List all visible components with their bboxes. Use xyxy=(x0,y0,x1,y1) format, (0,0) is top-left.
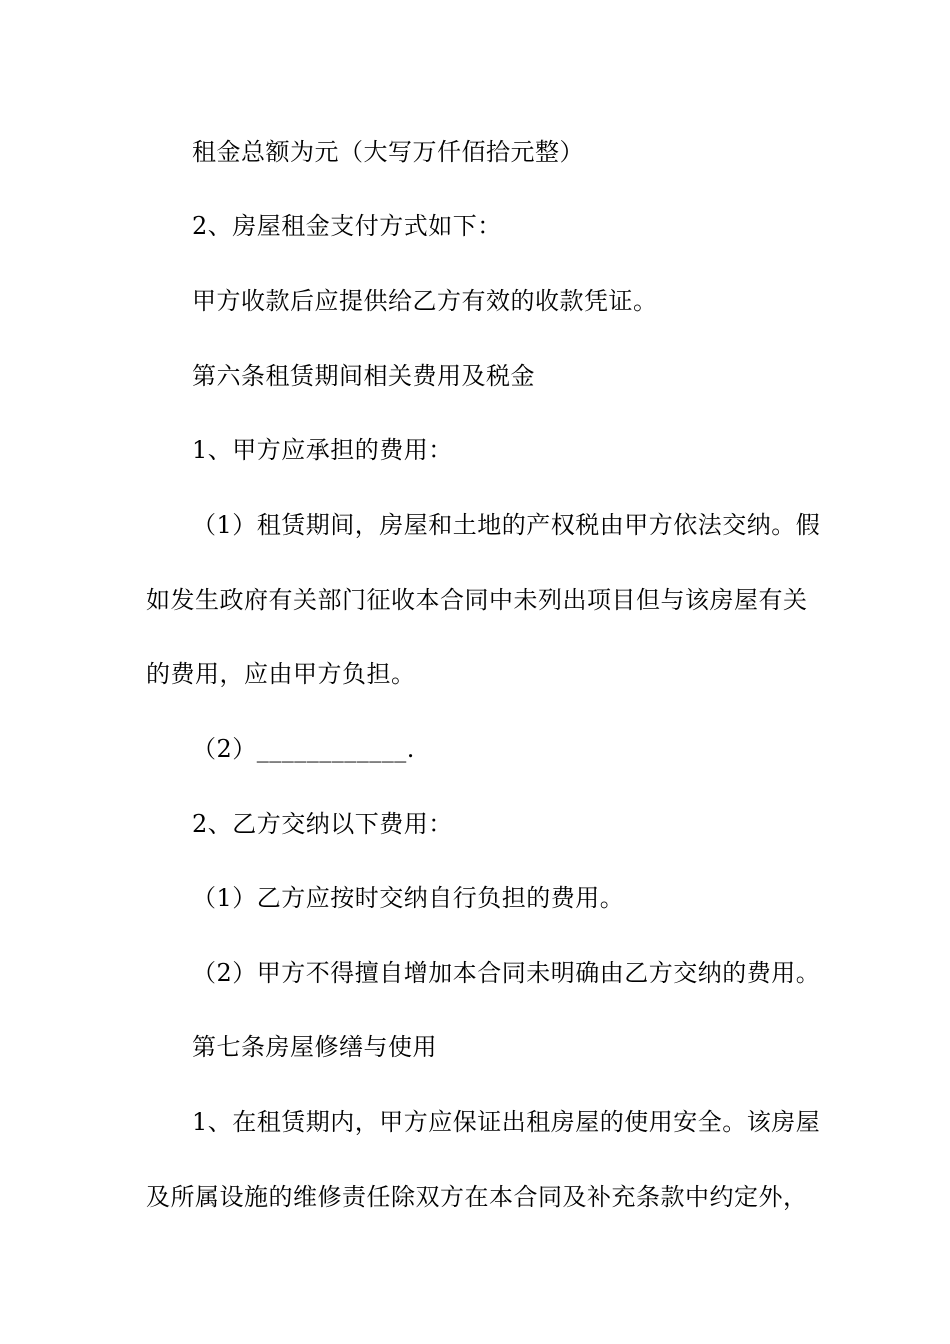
paragraph-repair-line-1: 1、在租赁期内，甲方应保证出租房屋的使用安全。该房屋 xyxy=(192,1108,821,1136)
paragraph-payment-method: 2、房屋租金支付方式如下： xyxy=(192,212,502,240)
paragraph-item-1-line-1: （1）租赁期间，房屋和土地的产权税由甲方依法交纳。假 xyxy=(192,511,821,539)
paragraph-rent-total: 租金总额为元（大写万仟佰拾元整） xyxy=(192,138,584,166)
paragraph-b-item-1: （1）乙方应按时交纳自行负担的费用。 xyxy=(192,884,625,912)
paragraph-item-1-line-3: 的费用，应由甲方负担。 xyxy=(146,660,416,688)
paragraph-item-2-blank: （2）____________. xyxy=(192,735,415,763)
paragraph-repair-line-2: 及所属设施的维修责任除双方在本合同及补充条款中约定外， xyxy=(146,1183,808,1211)
heading-article-7: 第七条房屋修缮与使用 xyxy=(192,1033,437,1061)
paragraph-party-b-fees: 2、乙方交纳以下费用： xyxy=(192,810,453,838)
paragraph-b-item-2: （2）甲方不得擅自增加本合同未明确由乙方交纳的费用。 xyxy=(192,959,821,987)
paragraph-party-a-fees: 1、甲方应承担的费用： xyxy=(192,436,453,464)
paragraph-item-1-line-2: 如发生政府有关部门征收本合同中未列出项目但与该房屋有关 xyxy=(146,586,808,614)
heading-article-6: 第六条租赁期间相关费用及税金 xyxy=(192,362,535,390)
paragraph-receipt: 甲方收款后应提供给乙方有效的收款凭证。 xyxy=(192,287,658,315)
